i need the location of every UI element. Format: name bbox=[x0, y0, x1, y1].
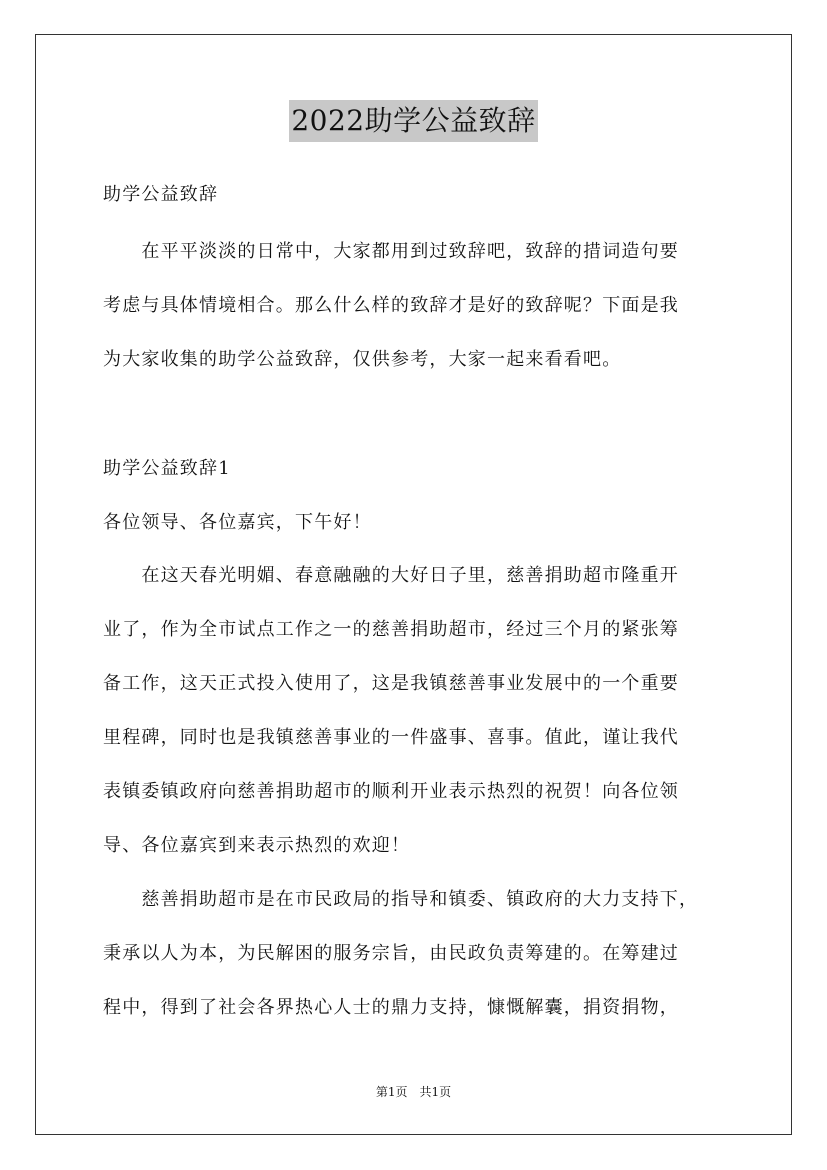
intro-line-2: 考虑与具体情境相合。那么什么样的致辞才是好的致辞呢？下面是我 bbox=[103, 295, 679, 316]
para1-line-3: 备工作，这天正式投入使用了，这是我镇慈善事业发展中的一个重要 bbox=[103, 673, 679, 694]
intro-line-3: 为大家收集的助学公益致辞，仅供参考，大家一起来看看吧。 bbox=[103, 349, 622, 370]
para2-line-2: 秉承以人为本，为民解困的服务宗旨，由民政负责筹建的。在筹建过 bbox=[103, 943, 679, 964]
intro-line-1: 在平平淡淡的日常中，大家都用到过致辞吧，致辞的措词造句要 bbox=[103, 241, 679, 262]
para1-line-6: 导、各位嘉宾到来表示热烈的欢迎！ bbox=[103, 835, 411, 856]
para2-line-3: 程中，得到了社会各界热心人士的鼎力支持，慷慨解囊，捐资捐物， bbox=[103, 997, 679, 1018]
page-indicator: 第1页 共1页 bbox=[375, 1085, 452, 1099]
greeting: 各位领导、各位嘉宾，下午好！ bbox=[103, 512, 372, 533]
para1-line-2: 业了，作为全市试点工作之一的慈善捐助超市，经过三个月的紧张筹 bbox=[103, 619, 679, 640]
para1-line-1: 在这天春光明媚、春意融融的大好日子里，慈善捐助超市隆重开 bbox=[103, 565, 679, 586]
section-heading: 助学公益致辞1 bbox=[103, 458, 231, 479]
title-wrap bbox=[0, 100, 827, 142]
para1-line-4: 里程碑，同时也是我镇慈善事业的一件盛事、喜事。值此，谨让我代 bbox=[103, 727, 679, 748]
para1-line-5: 表镇委镇政府向慈善捐助超市的顺利开业表示热烈的祝贺！向各位领 bbox=[103, 781, 679, 802]
para2-line-1: 慈善捐助超市是在市民政局的指导和镇委、镇政府的大力支持下， bbox=[103, 889, 699, 910]
document-subtitle: 助学公益致辞 bbox=[103, 184, 219, 205]
document-title: 2022助学公益致辞 bbox=[289, 100, 537, 142]
